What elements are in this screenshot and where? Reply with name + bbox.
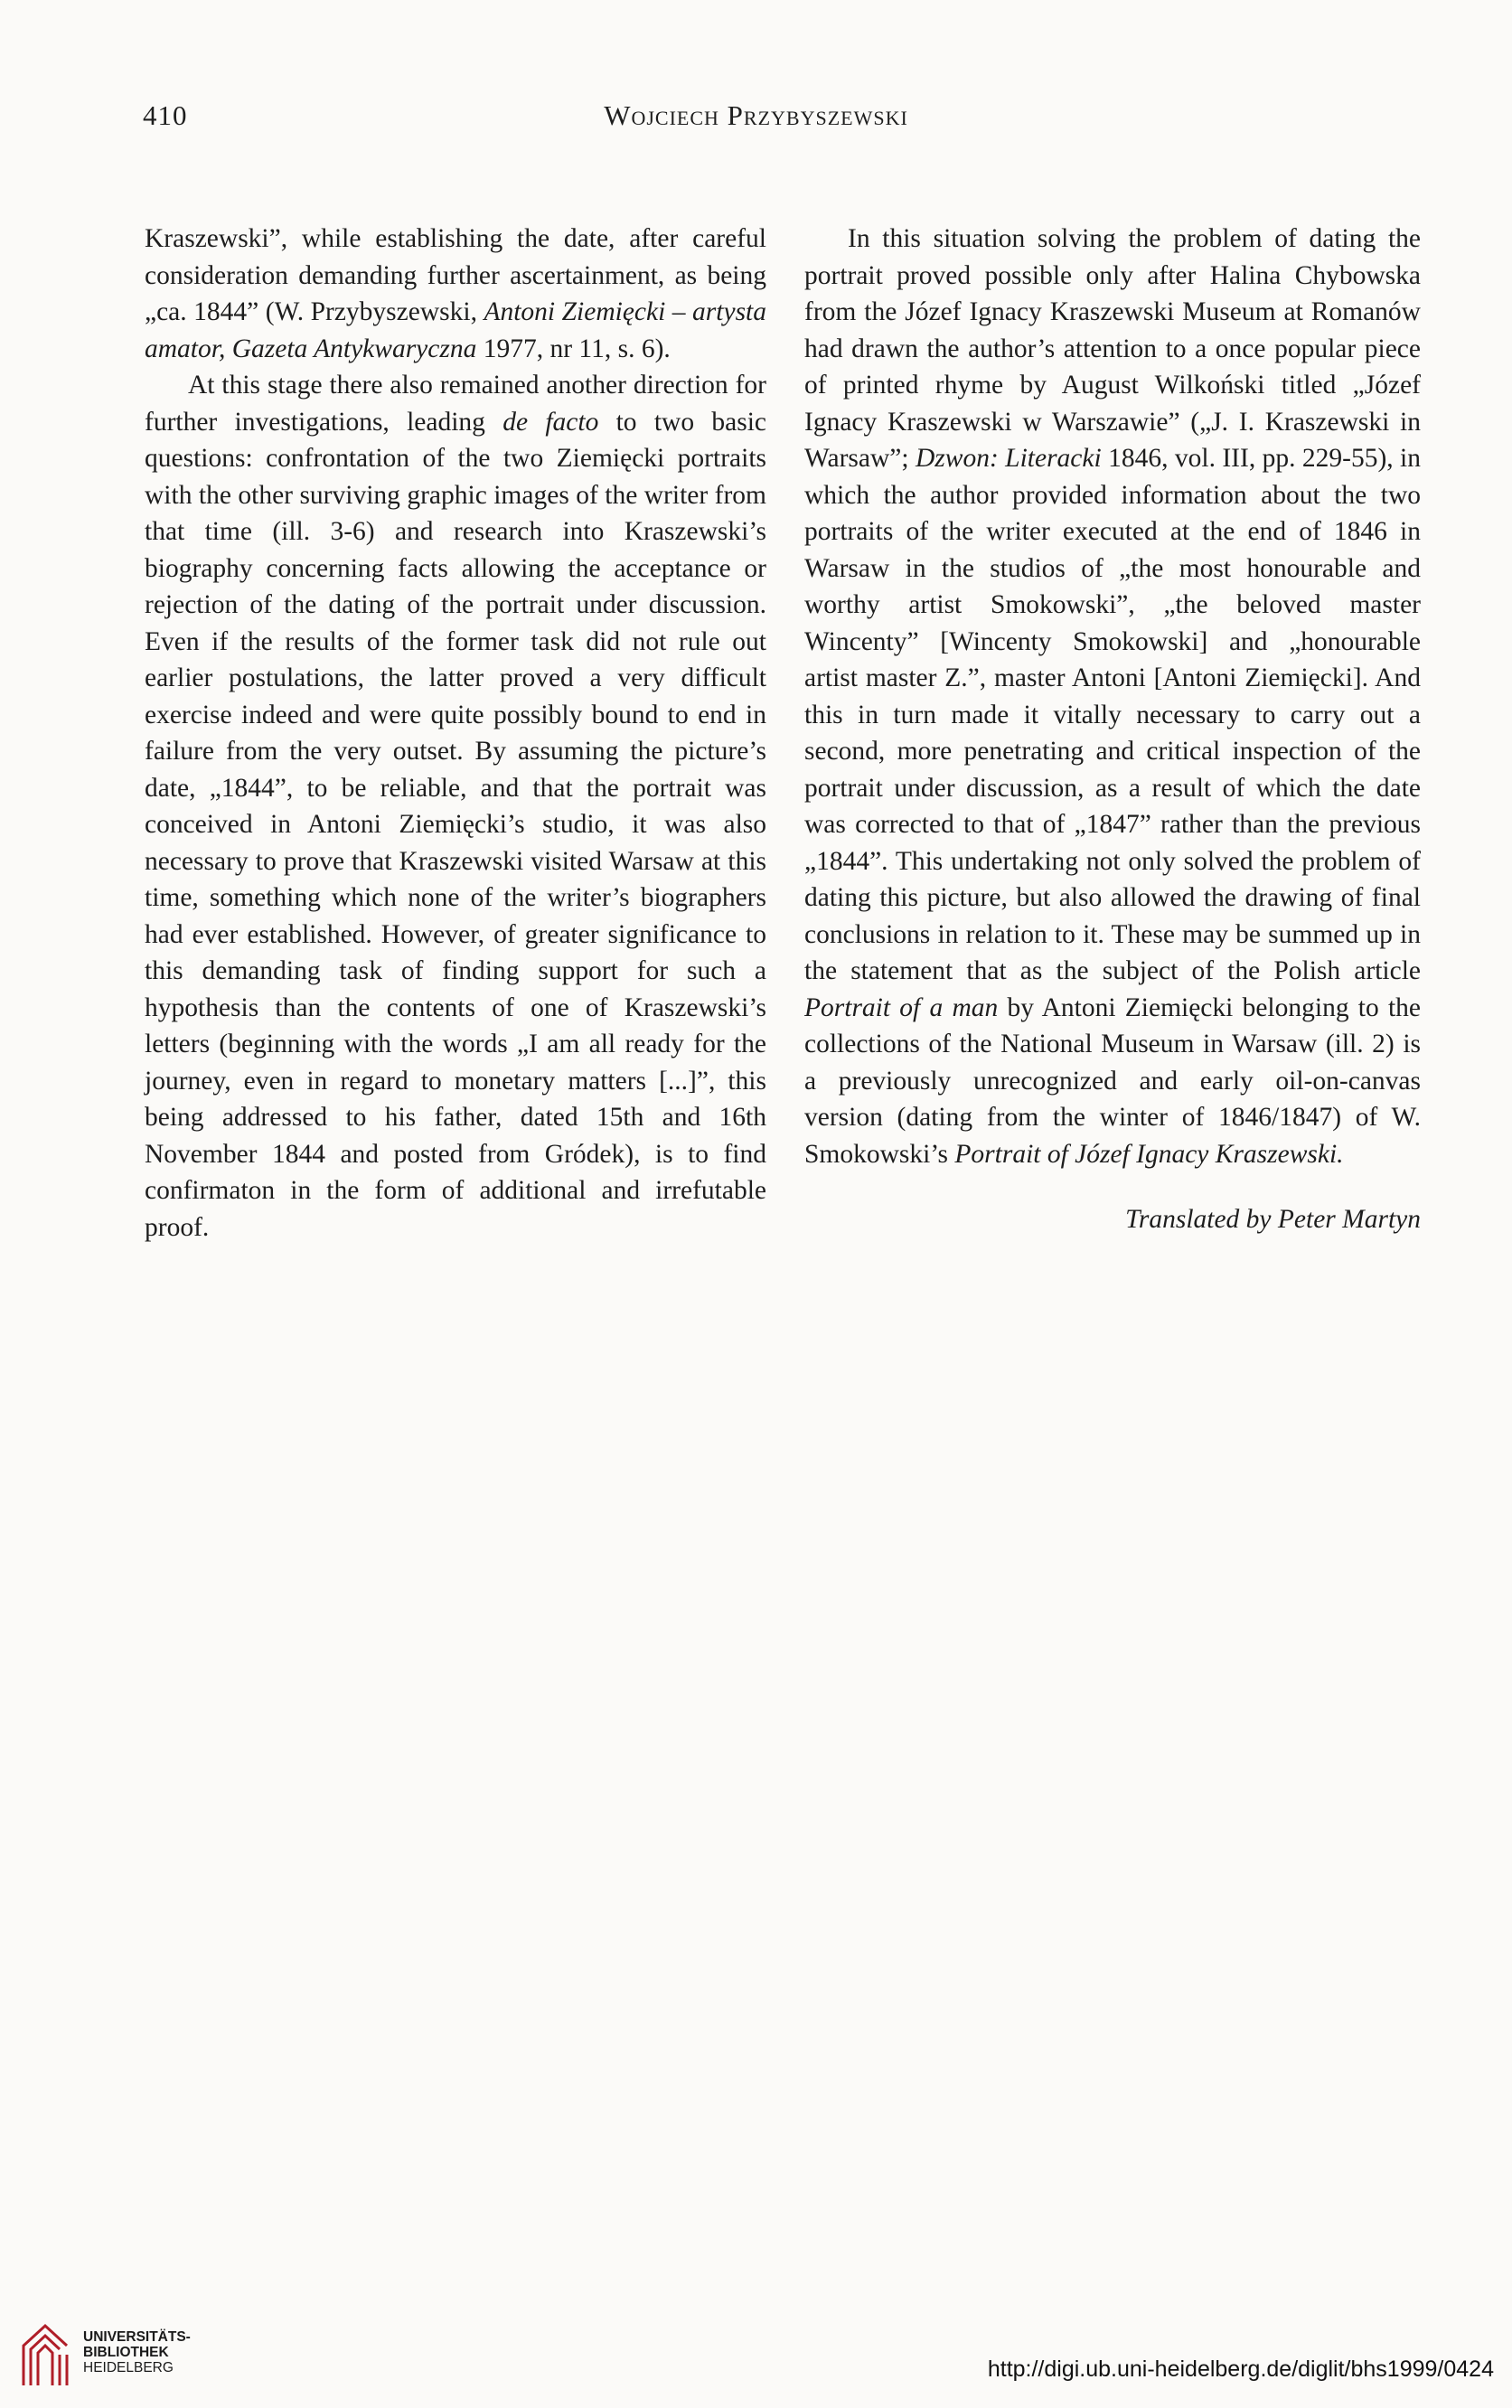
left-p2-text-b: to two basic questions: confrontation of the two Ziemięcki portraits with the other surviving graphic images of the writer from that time (ill. 3-6) and research into Kraszewski’s biography concerning facts allowing the acceptance or rejection of the dating of the portrait under discussion. Even if the results of the former task did not rule out earlier postulations, the latter proved a very difficult exercise indeed and were quite possibly bound to end in failure from the very outset. By assuming the picture’s date, „1844”, to be reliable, and that the portrait was conceived in Antoni Ziemięcki’s studio, it was also necessary to prove that Kraszewski visited Warsaw at this time, something which none of the writer’s biographers had ever established. However, of greater significance to this demanding task of finding support for such a hypothesis than the contents of one of Kraszewski’s letters (beginning with the words „I am all ready for the journey, even in regard to monetary matters [...]”, this being addressed to his father, dated 15th and 16th November 1844 and posted from Gródek), is to find confirmaton in the form of additional and irrefutable proof. [145, 407, 766, 1242]
library-logo-icon [18, 2319, 74, 2389]
logo-line-2: BIBLIOTHEK [83, 2345, 169, 2360]
left-p2-text-a: At this stage there also remained another direction for further investigations, leading [145, 371, 766, 437]
left-paragraph-2 [145, 367, 766, 1246]
left-column [145, 221, 766, 1246]
right-paragraph-1 [804, 221, 1421, 1172]
left-p2-italic: de facto [502, 407, 599, 437]
right-p1-italic-3: Portrait of Józef Ignacy Kraszewski. [954, 1139, 1344, 1169]
logo-line-3: HEIDELBERG [83, 2360, 174, 2375]
right-p1-italic-2: Portrait of a man [804, 992, 999, 1022]
page-number: 410 [143, 99, 188, 131]
footer-url-link[interactable]: http://digi.ub.uni-heidelberg.de/diglit/bhs1999/0424 [987, 2356, 1494, 2382]
left-p1-text-b: 1977, nr 11, s. 6). [476, 334, 671, 363]
left-paragraph-1 [145, 221, 766, 367]
library-logo[interactable] [18, 2319, 253, 2391]
right-column [804, 221, 1421, 1238]
right-p1-text-a: In this situation solving the problem of dating the portrait proved possible only after Halina Chybowska from the Józef Ignacy Kraszewski Museum at Romanów had drawn the author’s attention to a once popular piece of printed rhyme by August Wilkoński titled „Józef Ignacy Kraszewski w Warszawie” („J. I. Kraszewski in Warsaw”; [804, 224, 1421, 473]
right-p1-text-b: 1846, vol. III, pp. 229-55), in which the author provided information about the two portraits of the writer executed at the end of 1846 in Warsaw in the studios of „the most honourable and worthy artist Smokowski”, „the beloved master Wincenty” [Wincenty Smokowski] and „honourable artist master Z.”, master Antoni [Antoni Ziemięcki]. And this in turn made it vitally necessary to carry out a second, more penetrating and critical inspection of the portrait under discussion, as a result of which the date was corrected to that of „1847” rather than the previous „1844”. This undertaking not only solved the problem of dating this picture, but also allowed the drawing of final conclusions in relation to it. These may be summed up in the statement that as the subject of the Polish article [804, 444, 1421, 985]
left-p1-text-a: Kraszewski”, while establishing the date, after careful consideration demanding further ascertainment, as being „ca. 1844” (W. Przybyszewski, [145, 224, 766, 326]
translator-credit: Translated by Peter Martyn [1125, 1205, 1421, 1234]
running-head: Wojciech Przybyszewski [604, 99, 908, 131]
right-p1-text-c: by Antoni Ziemięcki belonging to the collections of the National Museum in Warsaw (ill. 2) is a previously unrecognized and early oil-on-canvas version (dating from the winter of 1846/1847) of W. Smokowski’s [804, 992, 1422, 1169]
right-p1-italic-1: Dzwon: Literacki [915, 444, 1102, 473]
left-p1-italic: Antoni Ziemięcki – artysta amator, Gazeta Antykwaryczna [145, 297, 766, 363]
logo-line-1: UNIVERSITÄTS- [83, 2329, 191, 2345]
library-logo-text [83, 2329, 191, 2375]
